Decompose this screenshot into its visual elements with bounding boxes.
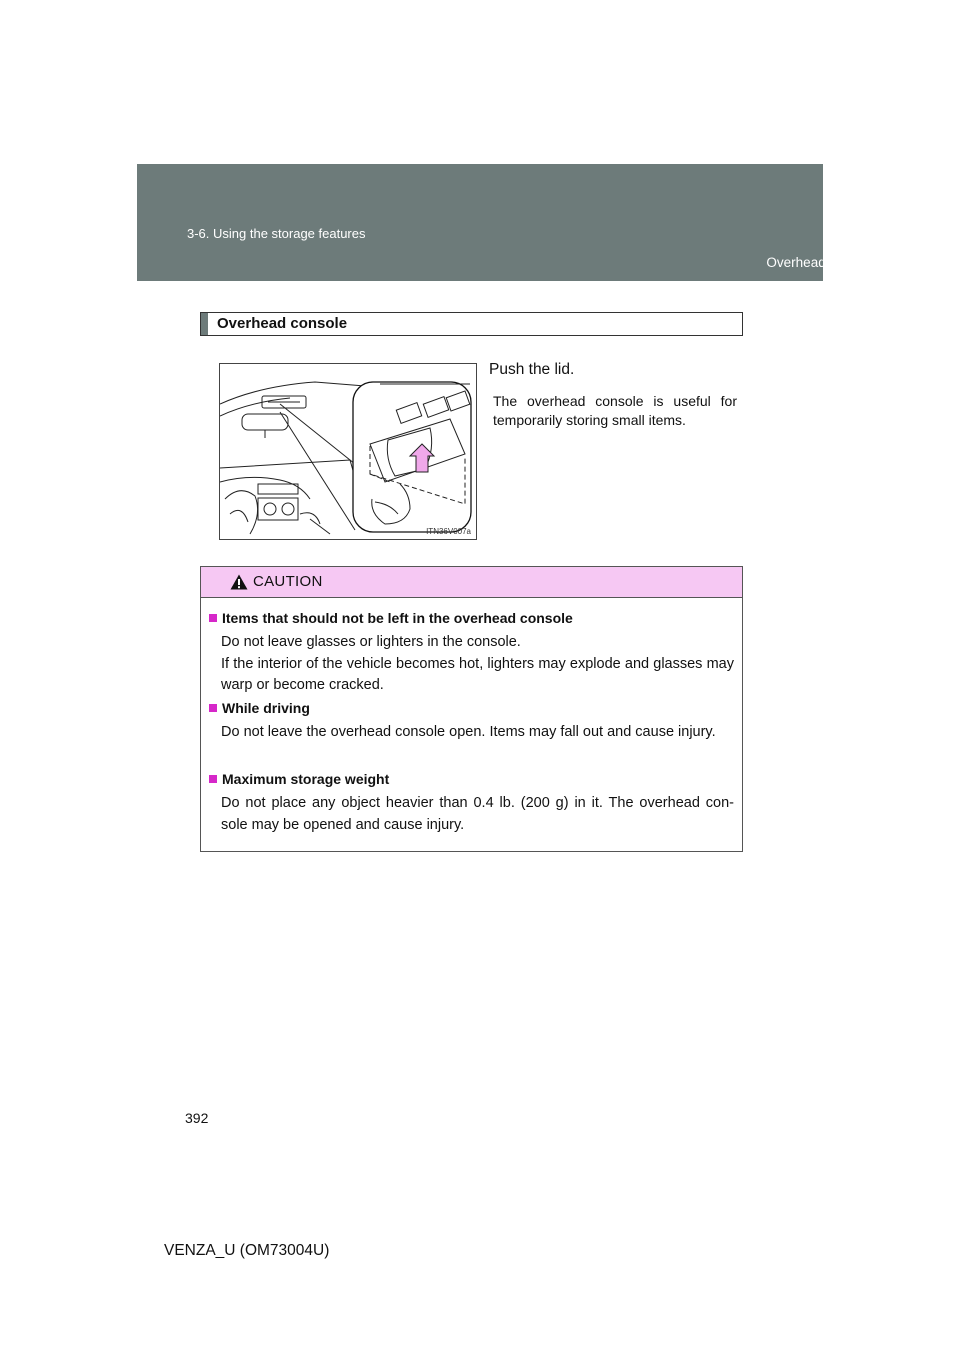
warning-triangle-icon [230, 574, 248, 590]
section-label: 3-6. Using the storage features [187, 226, 366, 241]
document-id: VENZA_U (OM73004U) [164, 1242, 330, 1259]
bullet-square-icon [209, 704, 217, 712]
overhead-console-illustration [219, 363, 477, 540]
instruction-text: Push the lid. [489, 361, 575, 378]
heading-accent-bar [201, 313, 208, 335]
caution-title: CAUTION [253, 573, 323, 590]
caution-item-heading: Items that should not be left in the overhead console [209, 610, 734, 626]
caution-paragraph: Do not leave glasses or lighters in the console. [221, 634, 521, 650]
section-heading-box [200, 312, 743, 336]
caution-paragraph: Do not leave the overhead console open. Items may fall out and cause injury. [221, 724, 716, 740]
caution-item [209, 610, 734, 697]
section-heading: Overhead console [217, 315, 348, 332]
figure-code: ITN36V007a [426, 527, 471, 536]
caution-item [209, 771, 734, 836]
caution-item-heading: Maximum storage weight [209, 771, 734, 787]
caution-header [201, 567, 742, 598]
caution-item-body [209, 793, 734, 836]
caution-paragraph: Do not place any object heavier than 0.4 lb. (200 g) in it. The overhead con- sole may be opened and cause injury. [221, 795, 734, 833]
caution-item-body [209, 632, 734, 697]
caution-item [209, 700, 734, 744]
caution-item-heading: While driving [209, 700, 734, 716]
caution-box [200, 566, 743, 852]
caution-paragraph: If the interior of the vehicle becomes hot, lighters may explode and glasses may warp or become cracked. [221, 655, 734, 693]
console-drawing [220, 364, 476, 539]
header-band [137, 164, 823, 281]
page-number: 392 [185, 1110, 209, 1126]
topic-label: Overhead console [766, 255, 876, 270]
caution-item-body [209, 722, 734, 744]
bullet-square-icon [209, 614, 217, 622]
explanation-text: The overhead console is useful for temporarily storing small items. [493, 393, 737, 428]
bullet-square-icon [209, 775, 217, 783]
